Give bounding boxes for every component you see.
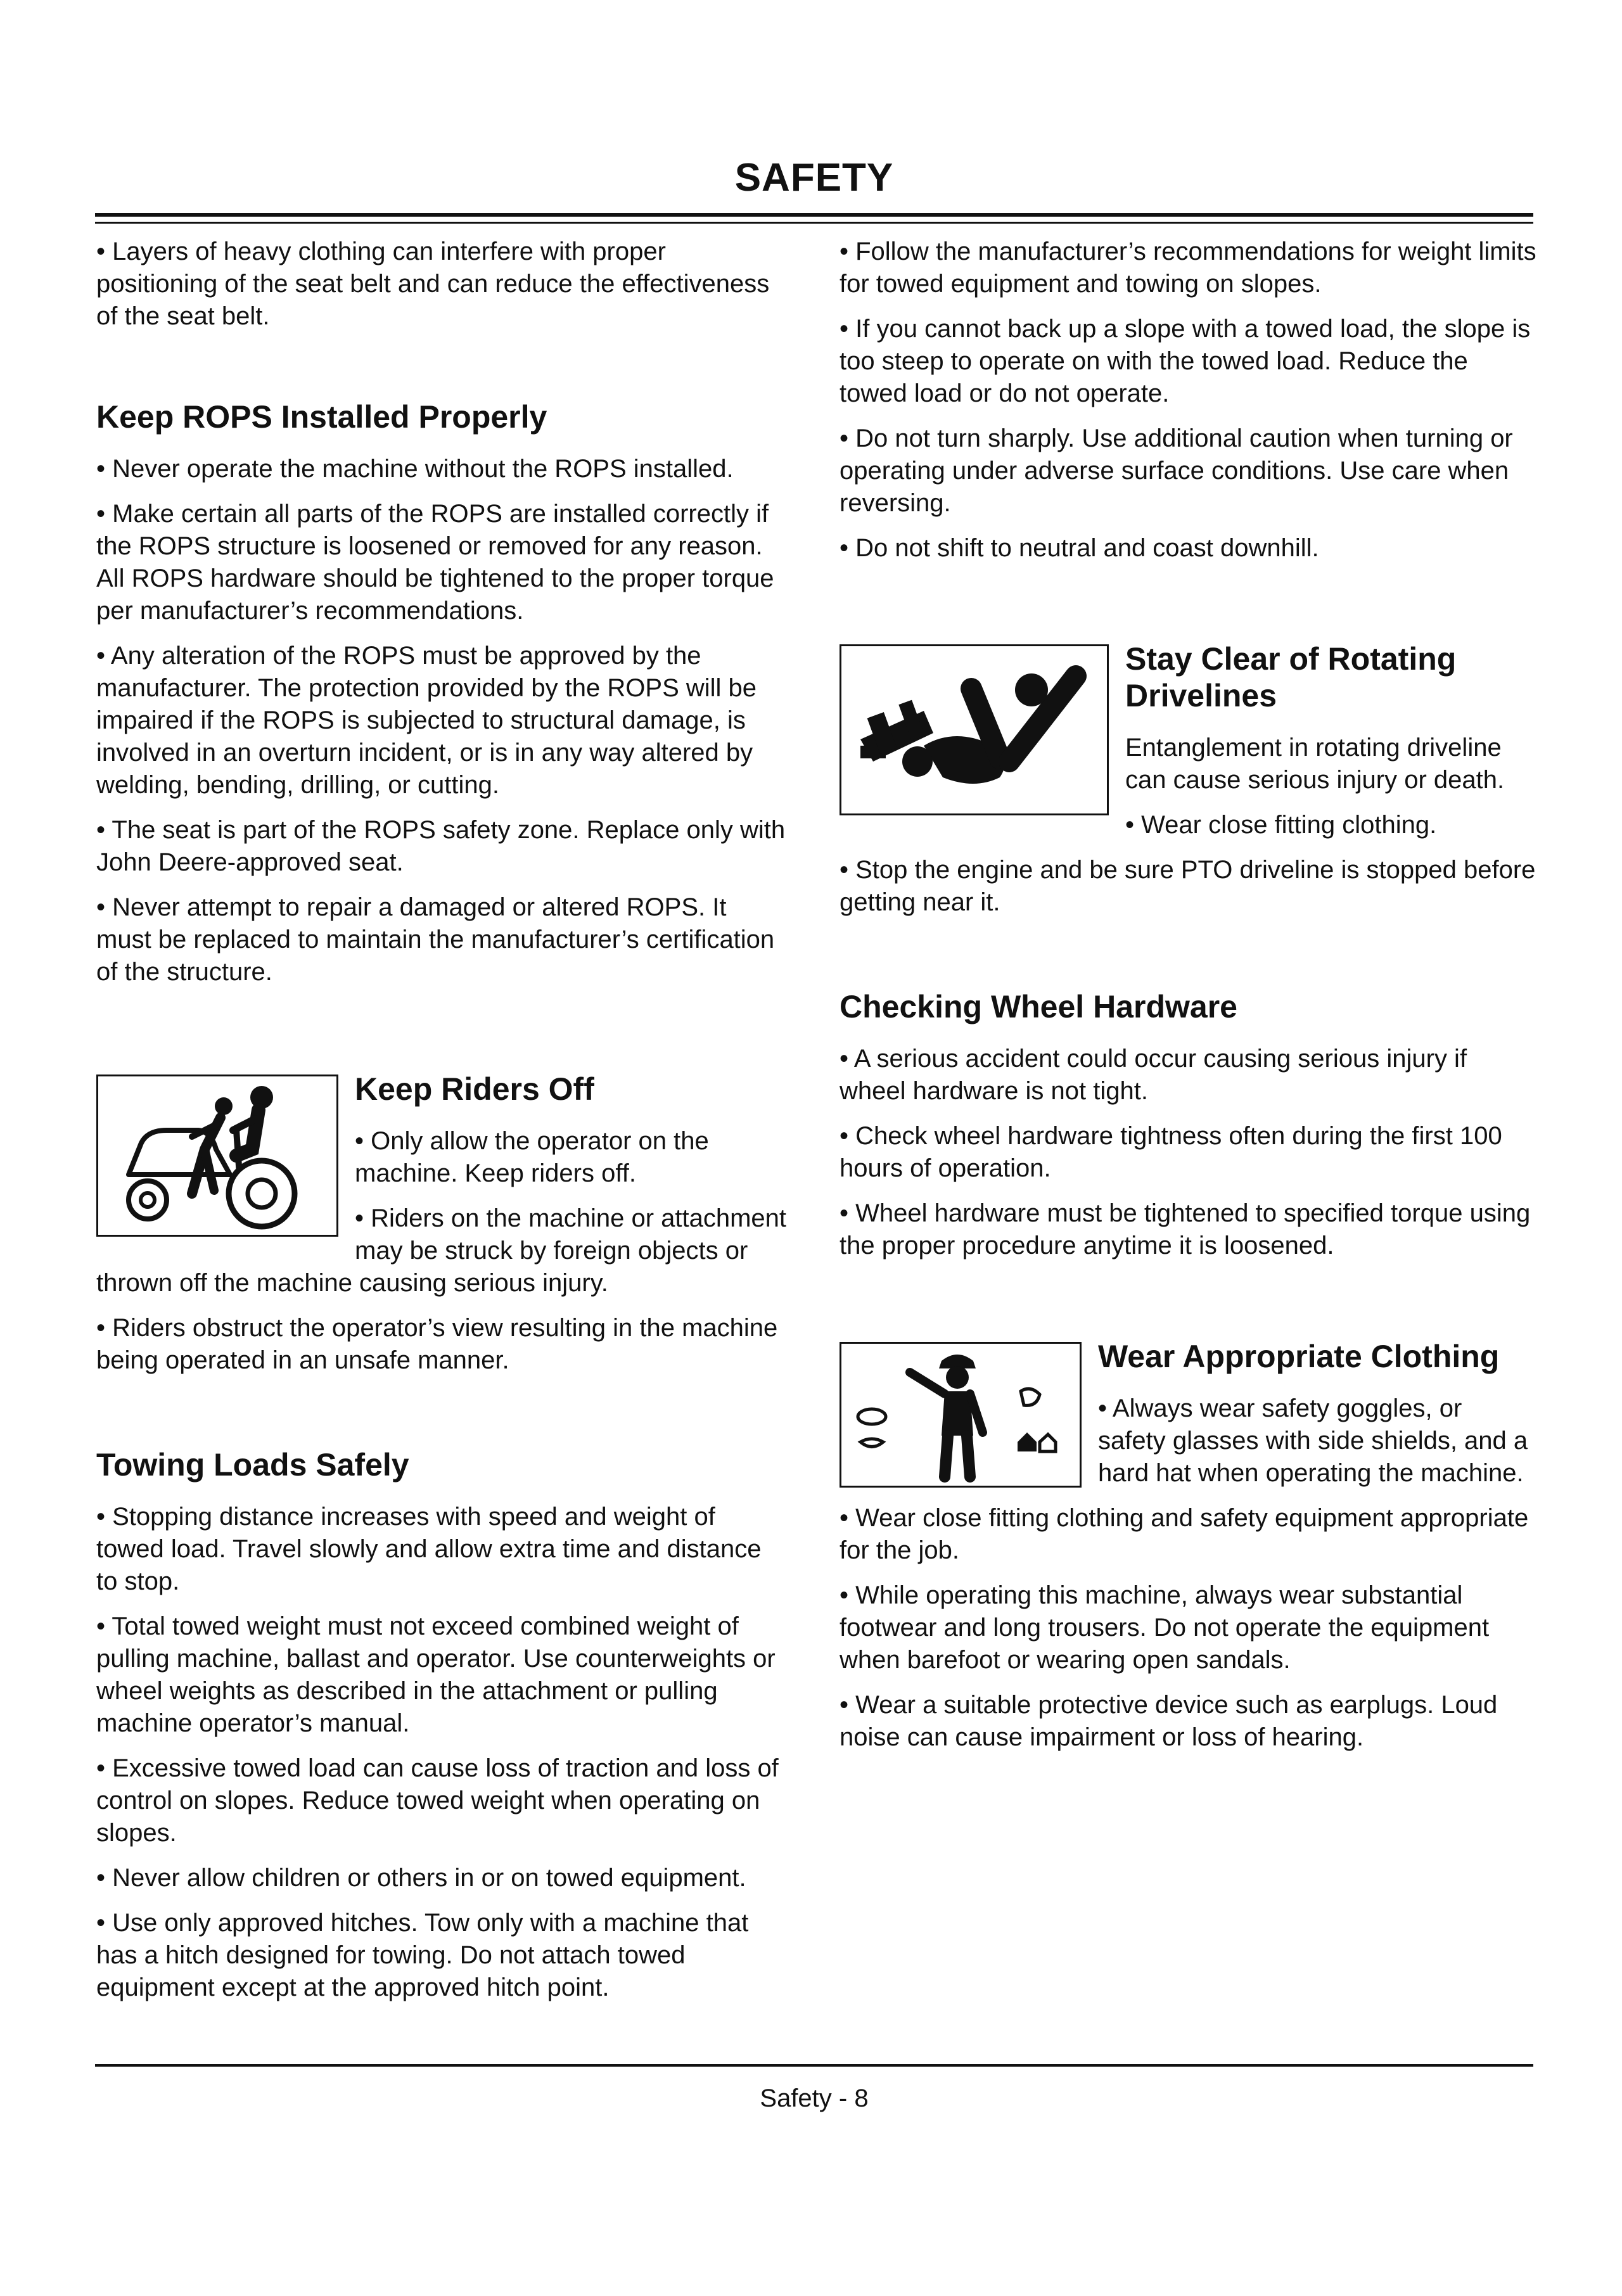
wheel-item-2: • Check wheel hardware tightness often during the first 100 hours of operation. [840, 1122, 1502, 1182]
towing-item-4: • Never allow children or others in or on towed equipment. [96, 1864, 746, 1892]
towing-cont-item-2: • If you cannot back up a slope with a towed load, the slope is too steep to operate on with the towed load. Reduce the towed load or do not operate. [840, 315, 1531, 407]
driveline-heading: Stay Clear of Rotating Drivelines [1125, 641, 1457, 713]
driveline-item-1: • Wear close fitting clothing. [1125, 811, 1437, 839]
riders-item-2: • Riders on the machine or attachment may be struck by foreign objects or thrown off the machine causing serious injury. [96, 1204, 787, 1297]
riders-heading: Keep Riders Off [355, 1071, 594, 1107]
rops-item-3: • Any alteration of the ROPS must be approved by the manufacturer. The protection provided by the ROPS will be impaired if the ROPS is subjected to structural damage, is involved in an overturn incident, or is in any way altered by welding, bending, drilling, or cutting. [96, 642, 757, 799]
driveline-text: Entanglement in rotating driveline can cause serious injury or death. [1125, 734, 1505, 794]
clothing-item-3: • While operating this machine, always wear substantial footwear and long trousers. Do not operate the equipment when barefoot or wearing open sandals. [840, 1581, 1490, 1674]
towing-heading: Towing Loads Safely [96, 1447, 409, 1483]
driveline-item-2: • Stop the engine and be sure PTO driveline is stopped before getting near it. [840, 856, 1536, 916]
left-column [96, 236, 787, 2017]
towing-cont-item-4: • Do not shift to neutral and coast downhill. [840, 534, 1319, 562]
title-rule-thin [95, 222, 1533, 224]
driveline-icon-box [840, 644, 1109, 815]
rops-item-2: • Make certain all parts of the ROPS are installed correctly if the ROPS structure is loosened or removed for any reason. All ROPS hardware should be tightened to the proper torque per manufacturer’s recommendations. [96, 500, 774, 625]
towing-cont-item-3: • Do not turn sharply. Use additional caution when turning or operating under adverse surface conditions. Use care when reversing. [840, 424, 1513, 517]
protective-gear-icon [846, 1347, 1075, 1483]
clothing-item-2: • Wear close fitting clothing and safety equipment appropriate for the job. [840, 1504, 1529, 1564]
rops-item-4: • The seat is part of the ROPS safety zone. Replace only with John Deere-approved seat. [96, 816, 786, 876]
page-title: SAFETY [734, 156, 894, 200]
wheel-heading: Checking Wheel Hardware [840, 989, 1237, 1024]
footer-rule [95, 2064, 1533, 2067]
towing-item-2: • Total towed weight must not exceed combined weight of pulling machine, ballast and operator. Use counterweights or wheel weights as described in the attachment or pulling machine operator’s manual. [96, 1612, 776, 1737]
towing-item-3: • Excessive towed load can cause loss of traction and loss of control on slopes. Reduce towed weight when operating on slopes. [96, 1754, 779, 1847]
tractor-rider-icon [103, 1080, 331, 1232]
wheel-item-3: • Wheel hardware must be tightened to specified torque using the proper procedure anytime it is loosened. [840, 1199, 1531, 1260]
seat-belt-note: • Layers of heavy clothing can interfere with proper positioning of the seat belt and can reduce the effectiveness of the seat belt. [96, 238, 770, 330]
driveline-entanglement-icon [848, 651, 1101, 809]
rops-item-5: • Never attempt to repair a damaged or altered ROPS. It must be replaced to maintain the manufacturer’s certification of the structure. [96, 893, 775, 986]
wheel-item-1: • A serious accident could occur causing serious injury if wheel hardware is not tight. [840, 1045, 1467, 1105]
towing-item-1: • Stopping distance increases with speed and weight of towed load. Travel slowly and allow extra time and distance to stop. [96, 1503, 762, 1595]
page-footer: Safety - 8 [760, 2084, 869, 2112]
rops-heading: Keep ROPS Installed Properly [96, 399, 547, 435]
clothing-heading: Wear Appropriate Clothing [1098, 1339, 1500, 1374]
title-rule-thick [95, 213, 1533, 217]
riders-icon-box [96, 1075, 338, 1237]
riders-item-1: • Only allow the operator on the machine. Keep riders off. [355, 1127, 709, 1187]
rops-item-1: • Never operate the machine without the ROPS installed. [96, 455, 734, 483]
towing-item-5: • Use only approved hitches. Tow only with a machine that has a hitch designed for towing. Do not attach towed equipment except at the approved hitch point. [96, 1909, 749, 2001]
clothing-icon-box [840, 1342, 1082, 1488]
riders-item-3: • Riders obstruct the operator’s view resulting in the machine being operated in an unsafe manner. [96, 1314, 778, 1374]
towing-cont-item-1: • Follow the manufacturer’s recommendations for weight limits for towed equipment and towing on slopes. [840, 238, 1536, 298]
right-column [840, 236, 1536, 1766]
clothing-item-1: • Always wear safety goggles, or safety glasses with side shields, and a hard hat when operating the machine. [1098, 1394, 1528, 1487]
clothing-item-4: • Wear a suitable protective device such as earplugs. Loud noise can cause impairment or loss of hearing. [840, 1691, 1498, 1751]
